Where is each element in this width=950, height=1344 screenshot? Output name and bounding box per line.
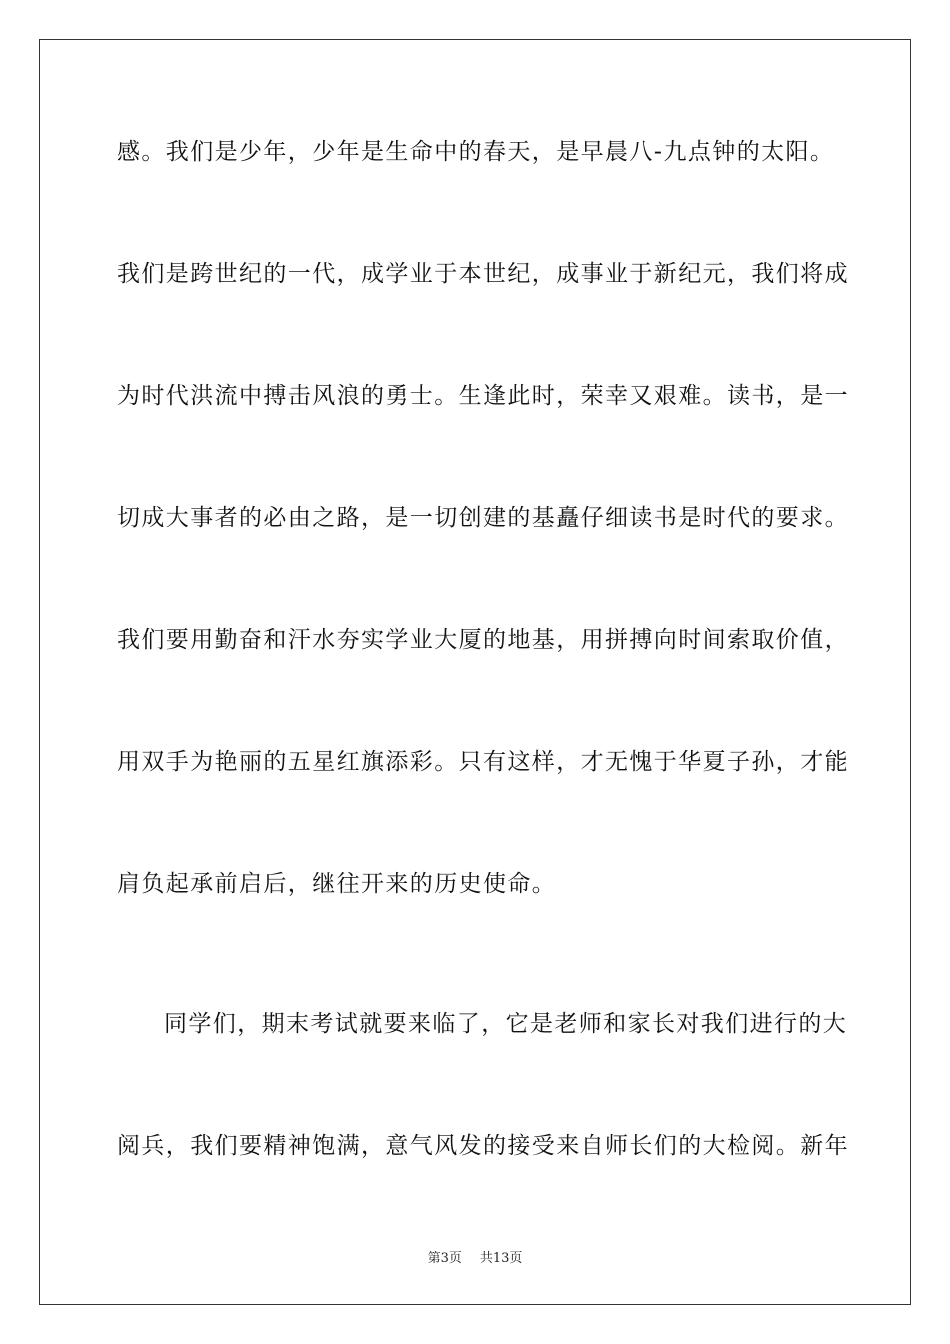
body-text-line-3: 为时代洪流中搏击风浪的勇士。生逢此时，荣幸又艰难。读书，是一 bbox=[117, 383, 849, 409]
page-total: 共13页 bbox=[479, 1251, 523, 1266]
body-text-line-1: 感。我们是少年，少年是生命中的春天，是早晨八-九点钟的太阳。 bbox=[117, 139, 835, 165]
body-text-line-9: 阅兵，我们要精神饱满，意气风发的接受来自师长们的大检阅。新年 bbox=[117, 1133, 849, 1159]
body-text-line-4: 切成大事者的必由之路，是一切创建的基矗仔细读书是时代的要求。 bbox=[117, 505, 849, 531]
page-border bbox=[39, 39, 911, 1305]
page-footer bbox=[0, 1247, 950, 1266]
body-text-line-5: 我们要用勤奋和汗水夯实学业大厦的地基，用拼搏向时间索取价值， bbox=[117, 627, 849, 653]
page-number: 第3页 bbox=[427, 1251, 462, 1266]
body-text-line-8: 同学们，期末考试就要来临了，它是老师和家长对我们进行的大 bbox=[164, 1011, 848, 1037]
body-text-line-2: 我们是跨世纪的一代，成学业于本世纪，成事业于新纪元，我们将成 bbox=[117, 261, 849, 287]
body-text-line-7: 肩负起承前启后，继往开来的历史使命。 bbox=[117, 871, 557, 897]
body-text-line-6: 用双手为艳丽的五星红旗添彩。只有这样，才无愧于华夏子孙，才能 bbox=[117, 749, 849, 775]
